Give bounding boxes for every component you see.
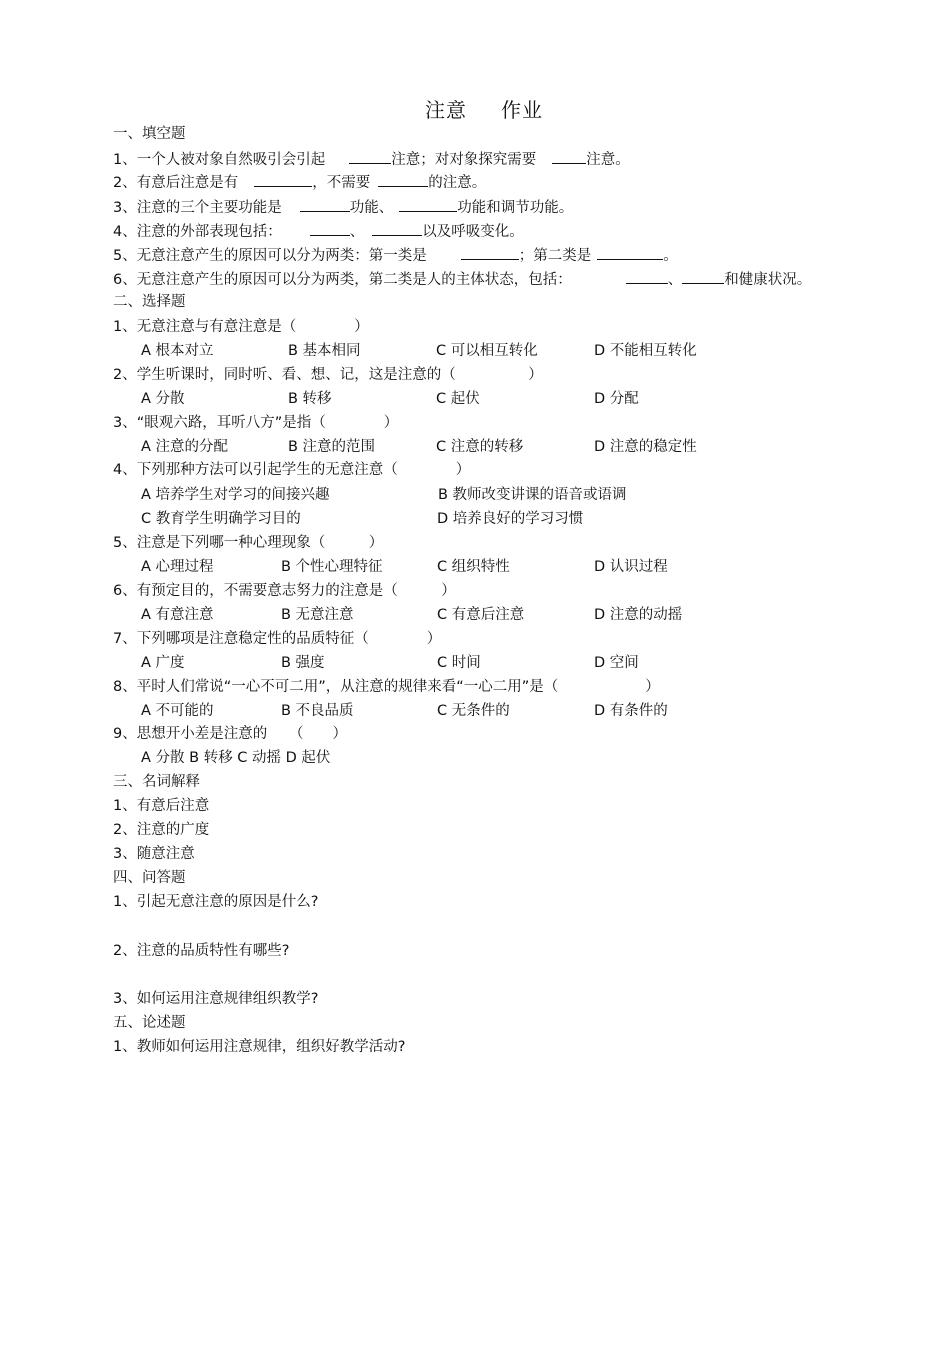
choice-option: C 有意后注意 xyxy=(437,607,525,623)
choice-question-3: 3、“眼观六路，耳听八方”是指（ ） xyxy=(113,415,399,431)
section-heading-terms: 三、名词解释 xyxy=(113,774,200,790)
choice-question-1: 1、无意注意与有意注意是（ ） xyxy=(113,319,369,335)
choice-question-9: 9、思想开小差是注意的 （ ） xyxy=(113,726,347,742)
choice-option: A 有意注意 xyxy=(141,607,214,623)
choice-option: D 注意的动摇 xyxy=(594,607,683,623)
choice-option: C 无条件的 xyxy=(437,703,510,719)
choice-option: C 组织特性 xyxy=(437,559,510,575)
fill-question-1: 1、一个人被对象自然吸引会引起 注意；对对象探究需要 注意。 xyxy=(113,152,630,168)
page-title: 注意 作业 xyxy=(425,98,543,122)
section-heading-fill: 一、填空题 xyxy=(113,126,186,142)
section-heading-essay: 五、论述题 xyxy=(113,1015,186,1031)
choice-option: A 注意的分配 xyxy=(141,439,229,455)
choice-option: D 不能相互转化 xyxy=(594,343,697,359)
fill-question-3: 3、注意的三个主要功能是 功能、 功能和调节功能。 xyxy=(113,200,574,216)
choice-option: D 有条件的 xyxy=(594,703,668,719)
choice-option: C 教育学生明确学习目的 xyxy=(141,511,301,527)
choice-question-2: 2、学生听课时，同时听、看、想、记，这是注意的（ ） xyxy=(113,367,543,383)
fill-question-2: 2、有意后注意是有 ，不需要 的注意。 xyxy=(113,175,487,191)
choice-option: A 广度 xyxy=(141,655,185,671)
term-item: 3、随意注意 xyxy=(113,846,195,862)
choice-option: D 空间 xyxy=(594,655,639,671)
term-item: 1、有意后注意 xyxy=(113,798,210,814)
choice-option: B 转移 xyxy=(288,391,332,407)
qa-item: 3、如何运用注意规律组织教学? xyxy=(113,991,319,1007)
choice-options-inline: A 分散 B 转移 C 动摇 D 起伏 xyxy=(141,750,331,766)
choice-question-5: 5、注意是下列哪一种心理现象（ ） xyxy=(113,535,384,551)
term-item: 2、注意的广度 xyxy=(113,822,210,838)
choice-option: D 分配 xyxy=(594,391,639,407)
choice-option: C 时间 xyxy=(437,655,481,671)
section-heading-qa: 四、问答题 xyxy=(113,870,186,886)
fill-question-6: 6、无意注意产生的原因可以分为两类，第二类是人的主体状态，包括： 、 和健康状况。 xyxy=(113,272,812,288)
choice-option: A 培养学生对学习的间接兴趣 xyxy=(141,487,330,503)
qa-item: 2、注意的品质特性有哪些? xyxy=(113,943,290,959)
choice-option: A 根本对立 xyxy=(141,343,214,359)
choice-option: B 教师改变讲课的语音或语调 xyxy=(438,487,627,503)
choice-option: A 分散 xyxy=(141,391,185,407)
fill-question-5: 5、无意注意产生的原因可以分为两类：第一类是 ；第二类是 。 xyxy=(113,248,678,264)
essay-item: 1、教师如何运用注意规律，组织好教学活动? xyxy=(113,1039,406,1055)
choice-question-6: 6、有预定目的，不需要意志努力的注意是（ ） xyxy=(113,583,456,599)
choice-question-4: 4、下列那种方法可以引起学生的无意注意（ ） xyxy=(113,462,471,478)
choice-option: B 无意注意 xyxy=(281,607,354,623)
choice-option: B 基本相同 xyxy=(288,343,361,359)
choice-option: A 不可能的 xyxy=(141,703,214,719)
choice-option: B 不良品质 xyxy=(281,703,354,719)
section-heading-choice: 二、选择题 xyxy=(113,294,186,310)
choice-option: B 注意的范围 xyxy=(288,439,376,455)
choice-option: A 心理过程 xyxy=(141,559,214,575)
choice-question-7: 7、下列哪项是注意稳定性的品质特征（ ） xyxy=(113,631,442,647)
qa-item: 1、引起无意注意的原因是什么? xyxy=(113,894,319,910)
fill-question-4: 4、注意的外部表现包括： 、 以及呼吸变化。 xyxy=(113,224,524,240)
choice-option: D 注意的稳定性 xyxy=(594,439,697,455)
choice-option: B 强度 xyxy=(281,655,325,671)
choice-option: D 培养良好的学习习惯 xyxy=(437,511,584,527)
choice-option: B 个性心理特征 xyxy=(281,559,383,575)
choice-option: C 可以相互转化 xyxy=(436,343,538,359)
choice-option: C 起伏 xyxy=(436,391,480,407)
choice-question-8: 8、平时人们常说“一心不可二用”，从注意的规律来看“一心二用”是（ ） xyxy=(113,679,660,695)
choice-option: C 注意的转移 xyxy=(436,439,524,455)
choice-option: D 认识过程 xyxy=(594,559,668,575)
